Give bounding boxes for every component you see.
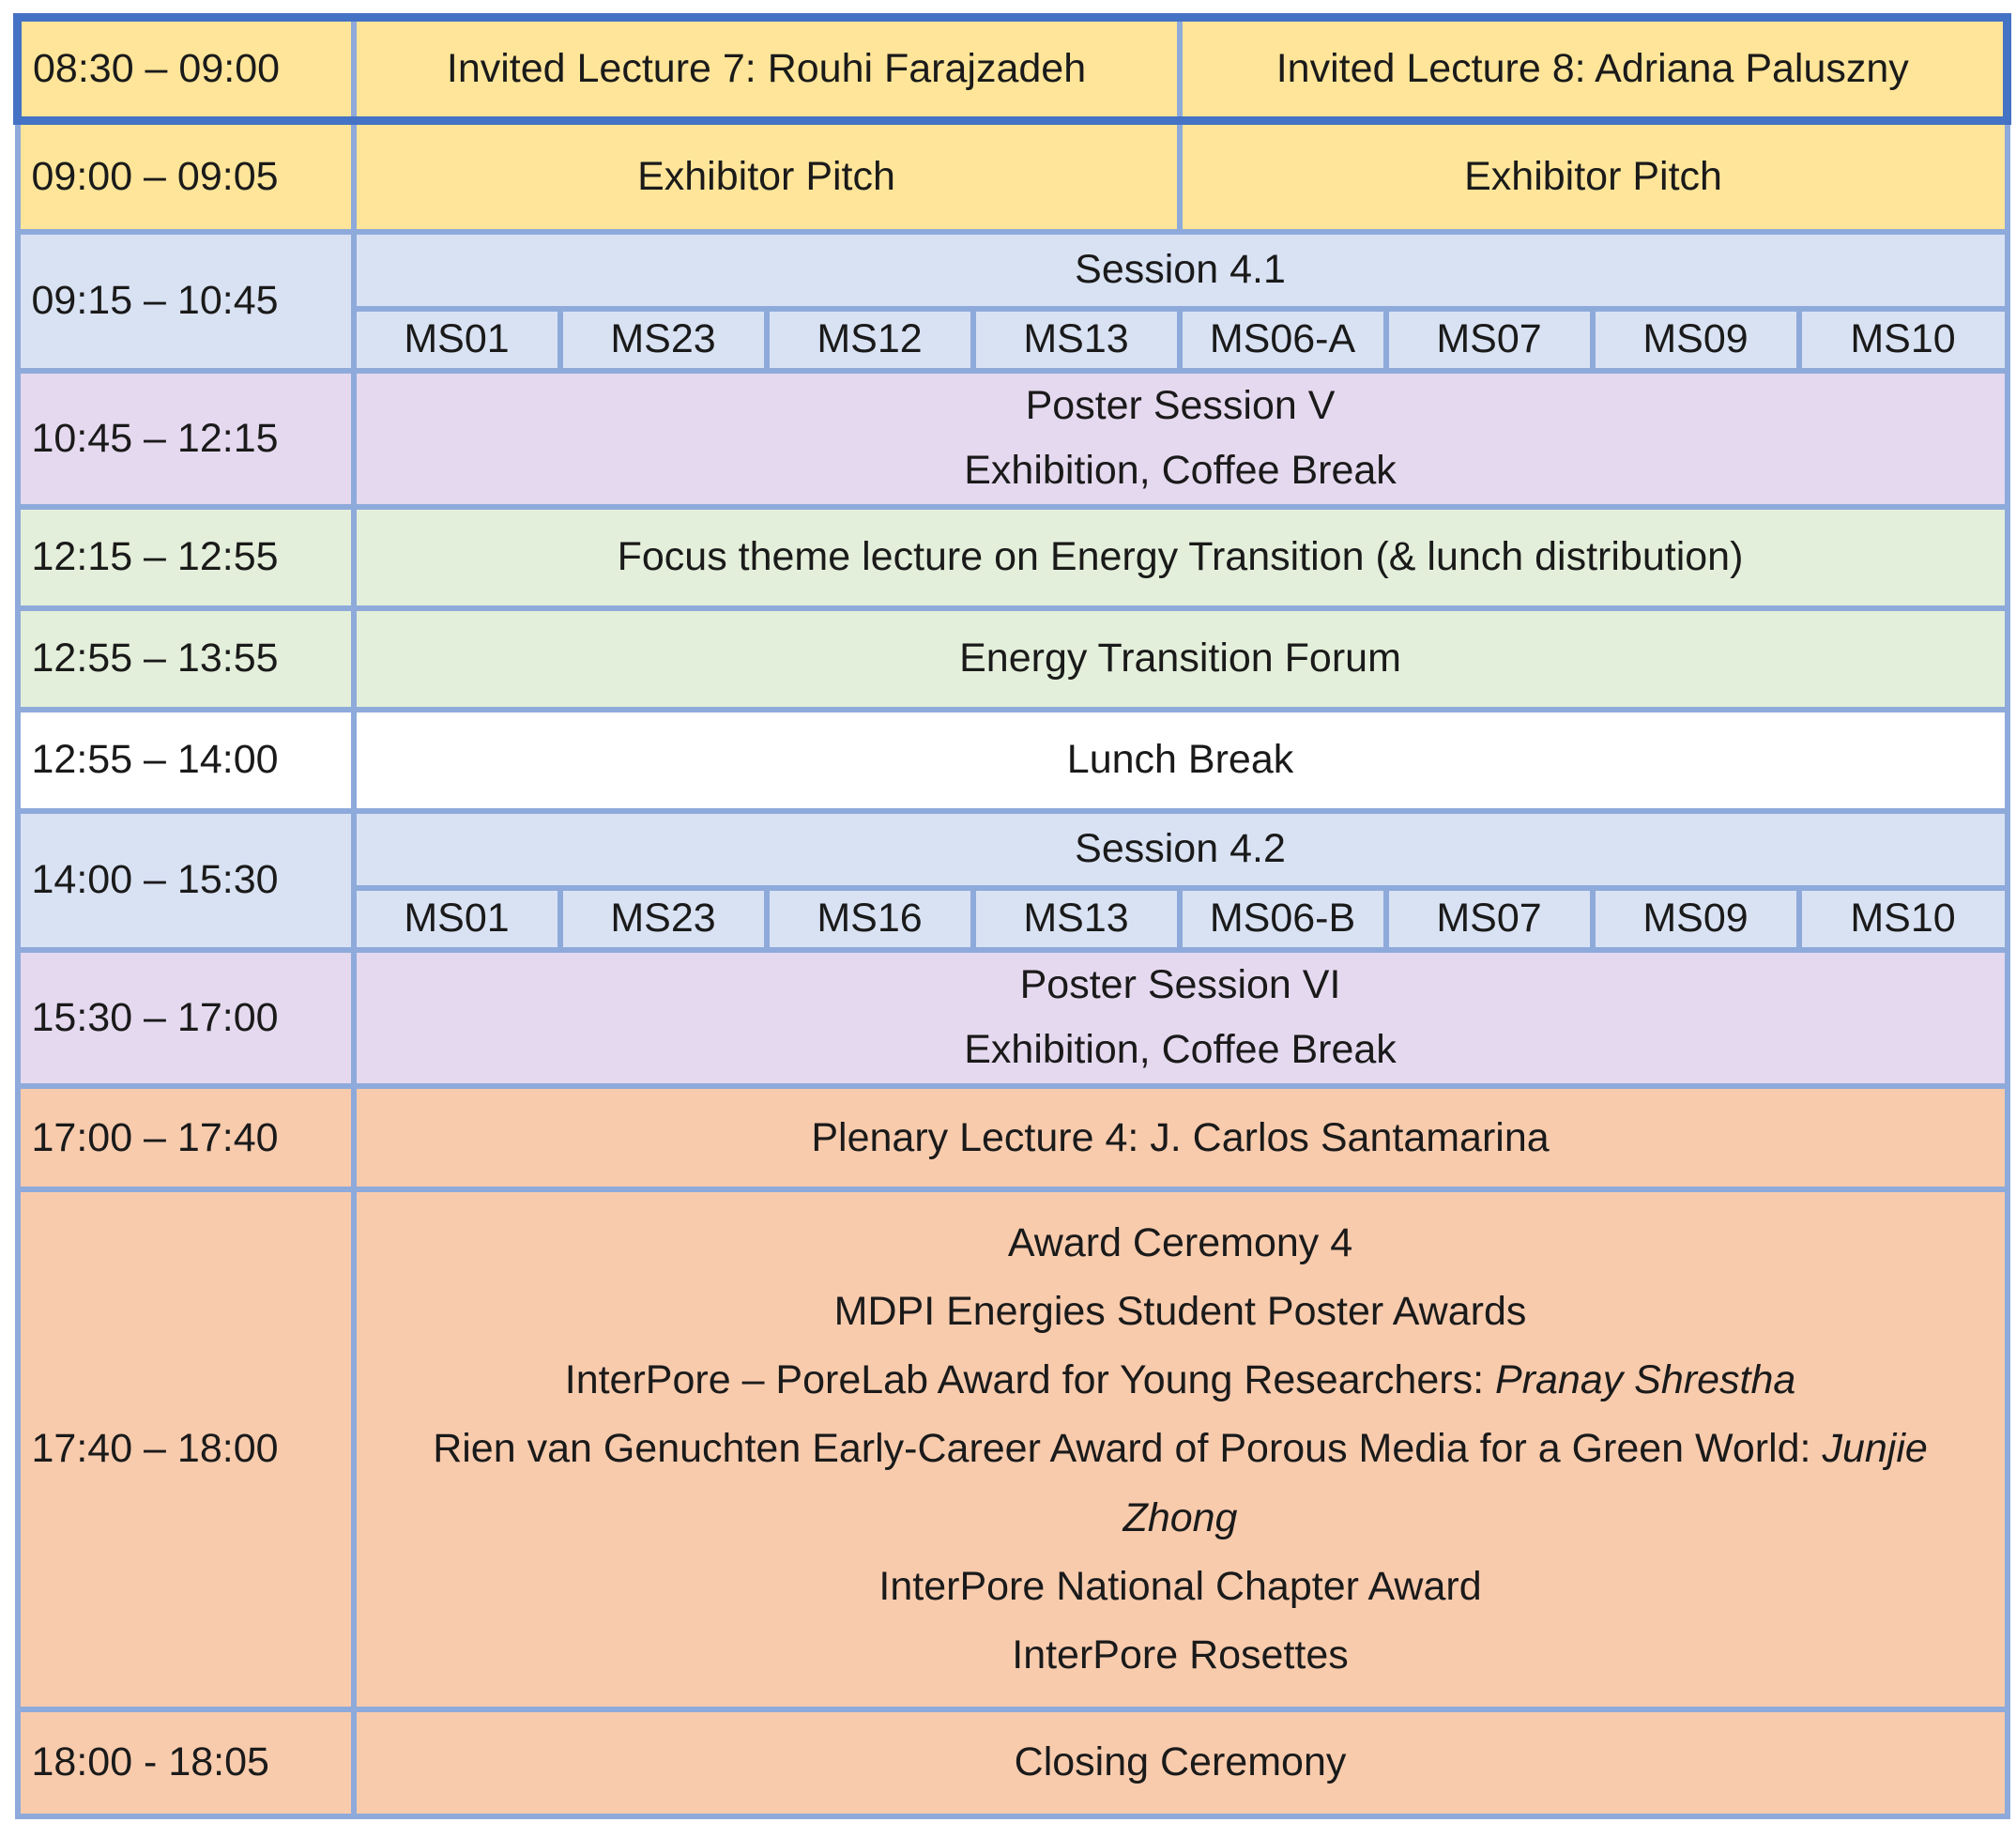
event-cell-award-ceremony xyxy=(354,1189,2008,1709)
ms-cell: MS06-B xyxy=(1180,888,1386,950)
row-lunch-break xyxy=(18,710,2008,811)
event-cell-exhibitor-pitch-left: Exhibitor Pitch xyxy=(354,121,1180,232)
event-cell-focus-theme-lecture: Focus theme lecture on Energy Transition (& lunch distribution) xyxy=(354,507,2008,608)
award-van-genuchten-text: Rien van Genuchten Early-Career Award of Porous Media for a Green World: xyxy=(433,1426,1823,1472)
ms-cell: MS16 xyxy=(767,888,973,950)
session-42-title: Session 4.2 xyxy=(354,811,2008,888)
time-cell-session-41: 09:15 – 10:45 xyxy=(18,232,354,371)
time-cell-pitch: 09:00 – 09:05 xyxy=(18,121,354,232)
time-cell-lunch: 12:55 – 14:00 xyxy=(18,710,354,811)
event-cell-exhibitor-pitch-right: Exhibitor Pitch xyxy=(1180,121,2008,232)
event-cell-invited-lecture-7: Invited Lecture 7: Rouhi Farajzadeh xyxy=(354,18,1180,121)
award-van-genuchten-winner: Junjie Zhong xyxy=(1123,1426,1928,1540)
time-cell-award: 17:40 – 18:00 xyxy=(18,1189,354,1709)
time-cell-forum: 12:55 – 13:55 xyxy=(18,608,354,710)
row-session-41-header xyxy=(18,232,2008,309)
row-award-ceremony xyxy=(18,1189,2008,1709)
award-line-porelab xyxy=(394,1346,1967,1415)
time-cell-poster-v: 10:45 – 12:15 xyxy=(18,371,354,507)
event-cell-invited-lecture-8: Invited Lecture 8: Adriana Paluszny xyxy=(1180,18,2008,121)
ms-cell: MS10 xyxy=(1799,888,2008,950)
ms-cell: MS10 xyxy=(1799,309,2008,371)
ms-cell: MS13 xyxy=(973,888,1180,950)
event-cell-poster-session-vi xyxy=(354,950,2008,1086)
award-line-title: Award Ceremony 4 xyxy=(1007,1220,1353,1266)
row-focus-theme-lecture xyxy=(18,507,2008,608)
award-line-rosettes: InterPore Rosettes xyxy=(1012,1631,1349,1677)
poster-v-line-2: Exhibition, Coffee Break xyxy=(964,448,1397,494)
row-poster-session-vi xyxy=(18,950,2008,1086)
time-cell-plenary: 17:00 – 17:40 xyxy=(18,1086,354,1189)
ms-cell: MS13 xyxy=(973,309,1180,371)
event-cell-closing-ceremony: Closing Ceremony xyxy=(354,1709,2008,1816)
time-cell-poster-vi: 15:30 – 17:00 xyxy=(18,950,354,1086)
ms-cell: MS07 xyxy=(1386,888,1593,950)
award-line-national-chapter: InterPore National Chapter Award xyxy=(878,1563,1482,1609)
time-cell-invited: 08:30 – 09:00 xyxy=(18,18,354,121)
ms-cell: MS06-A xyxy=(1180,309,1386,371)
award-porelab-winner: Pranay Shrestha xyxy=(1494,1357,1796,1403)
poster-v-line-1: Poster Session V xyxy=(1025,382,1336,428)
time-cell-closing: 18:00 - 18:05 xyxy=(18,1709,354,1816)
event-cell-plenary-lecture-4: Plenary Lecture 4: J. Carlos Santamarina xyxy=(354,1086,2008,1189)
ms-cell: MS07 xyxy=(1386,309,1593,371)
row-invited-lectures xyxy=(18,18,2008,121)
award-line-van-genuchten xyxy=(394,1415,1967,1552)
row-energy-transition-forum xyxy=(18,608,2008,710)
poster-vi-line-1: Poster Session VI xyxy=(1019,961,1341,1007)
ms-cell: MS01 xyxy=(354,888,560,950)
row-closing-ceremony xyxy=(18,1709,2008,1816)
ms-cell: MS23 xyxy=(560,309,767,371)
poster-vi-line-2: Exhibition, Coffee Break xyxy=(964,1027,1397,1073)
time-cell-session-42: 14:00 – 15:30 xyxy=(18,811,354,950)
row-session-42-header xyxy=(18,811,2008,888)
event-cell-energy-transition-forum: Energy Transition Forum xyxy=(354,608,2008,710)
ms-cell: MS23 xyxy=(560,888,767,950)
schedule-table xyxy=(13,13,2011,1819)
ms-cell: MS09 xyxy=(1593,888,1799,950)
row-poster-session-v xyxy=(18,371,2008,507)
session-41-title: Session 4.1 xyxy=(354,232,2008,309)
ms-cell: MS01 xyxy=(354,309,560,371)
time-cell-focus-lecture: 12:15 – 12:55 xyxy=(18,507,354,608)
event-cell-lunch-break: Lunch Break xyxy=(354,710,2008,811)
ms-cell: MS09 xyxy=(1593,309,1799,371)
event-cell-poster-session-v xyxy=(354,371,2008,507)
award-porelab-text: InterPore – PoreLab Award for Young Researchers: xyxy=(564,1357,1495,1403)
row-exhibitor-pitch xyxy=(18,121,2008,232)
award-line-mdpi: MDPI Energies Student Poster Awards xyxy=(833,1289,1527,1335)
row-plenary-lecture-4 xyxy=(18,1086,2008,1189)
ms-cell: MS12 xyxy=(767,309,973,371)
